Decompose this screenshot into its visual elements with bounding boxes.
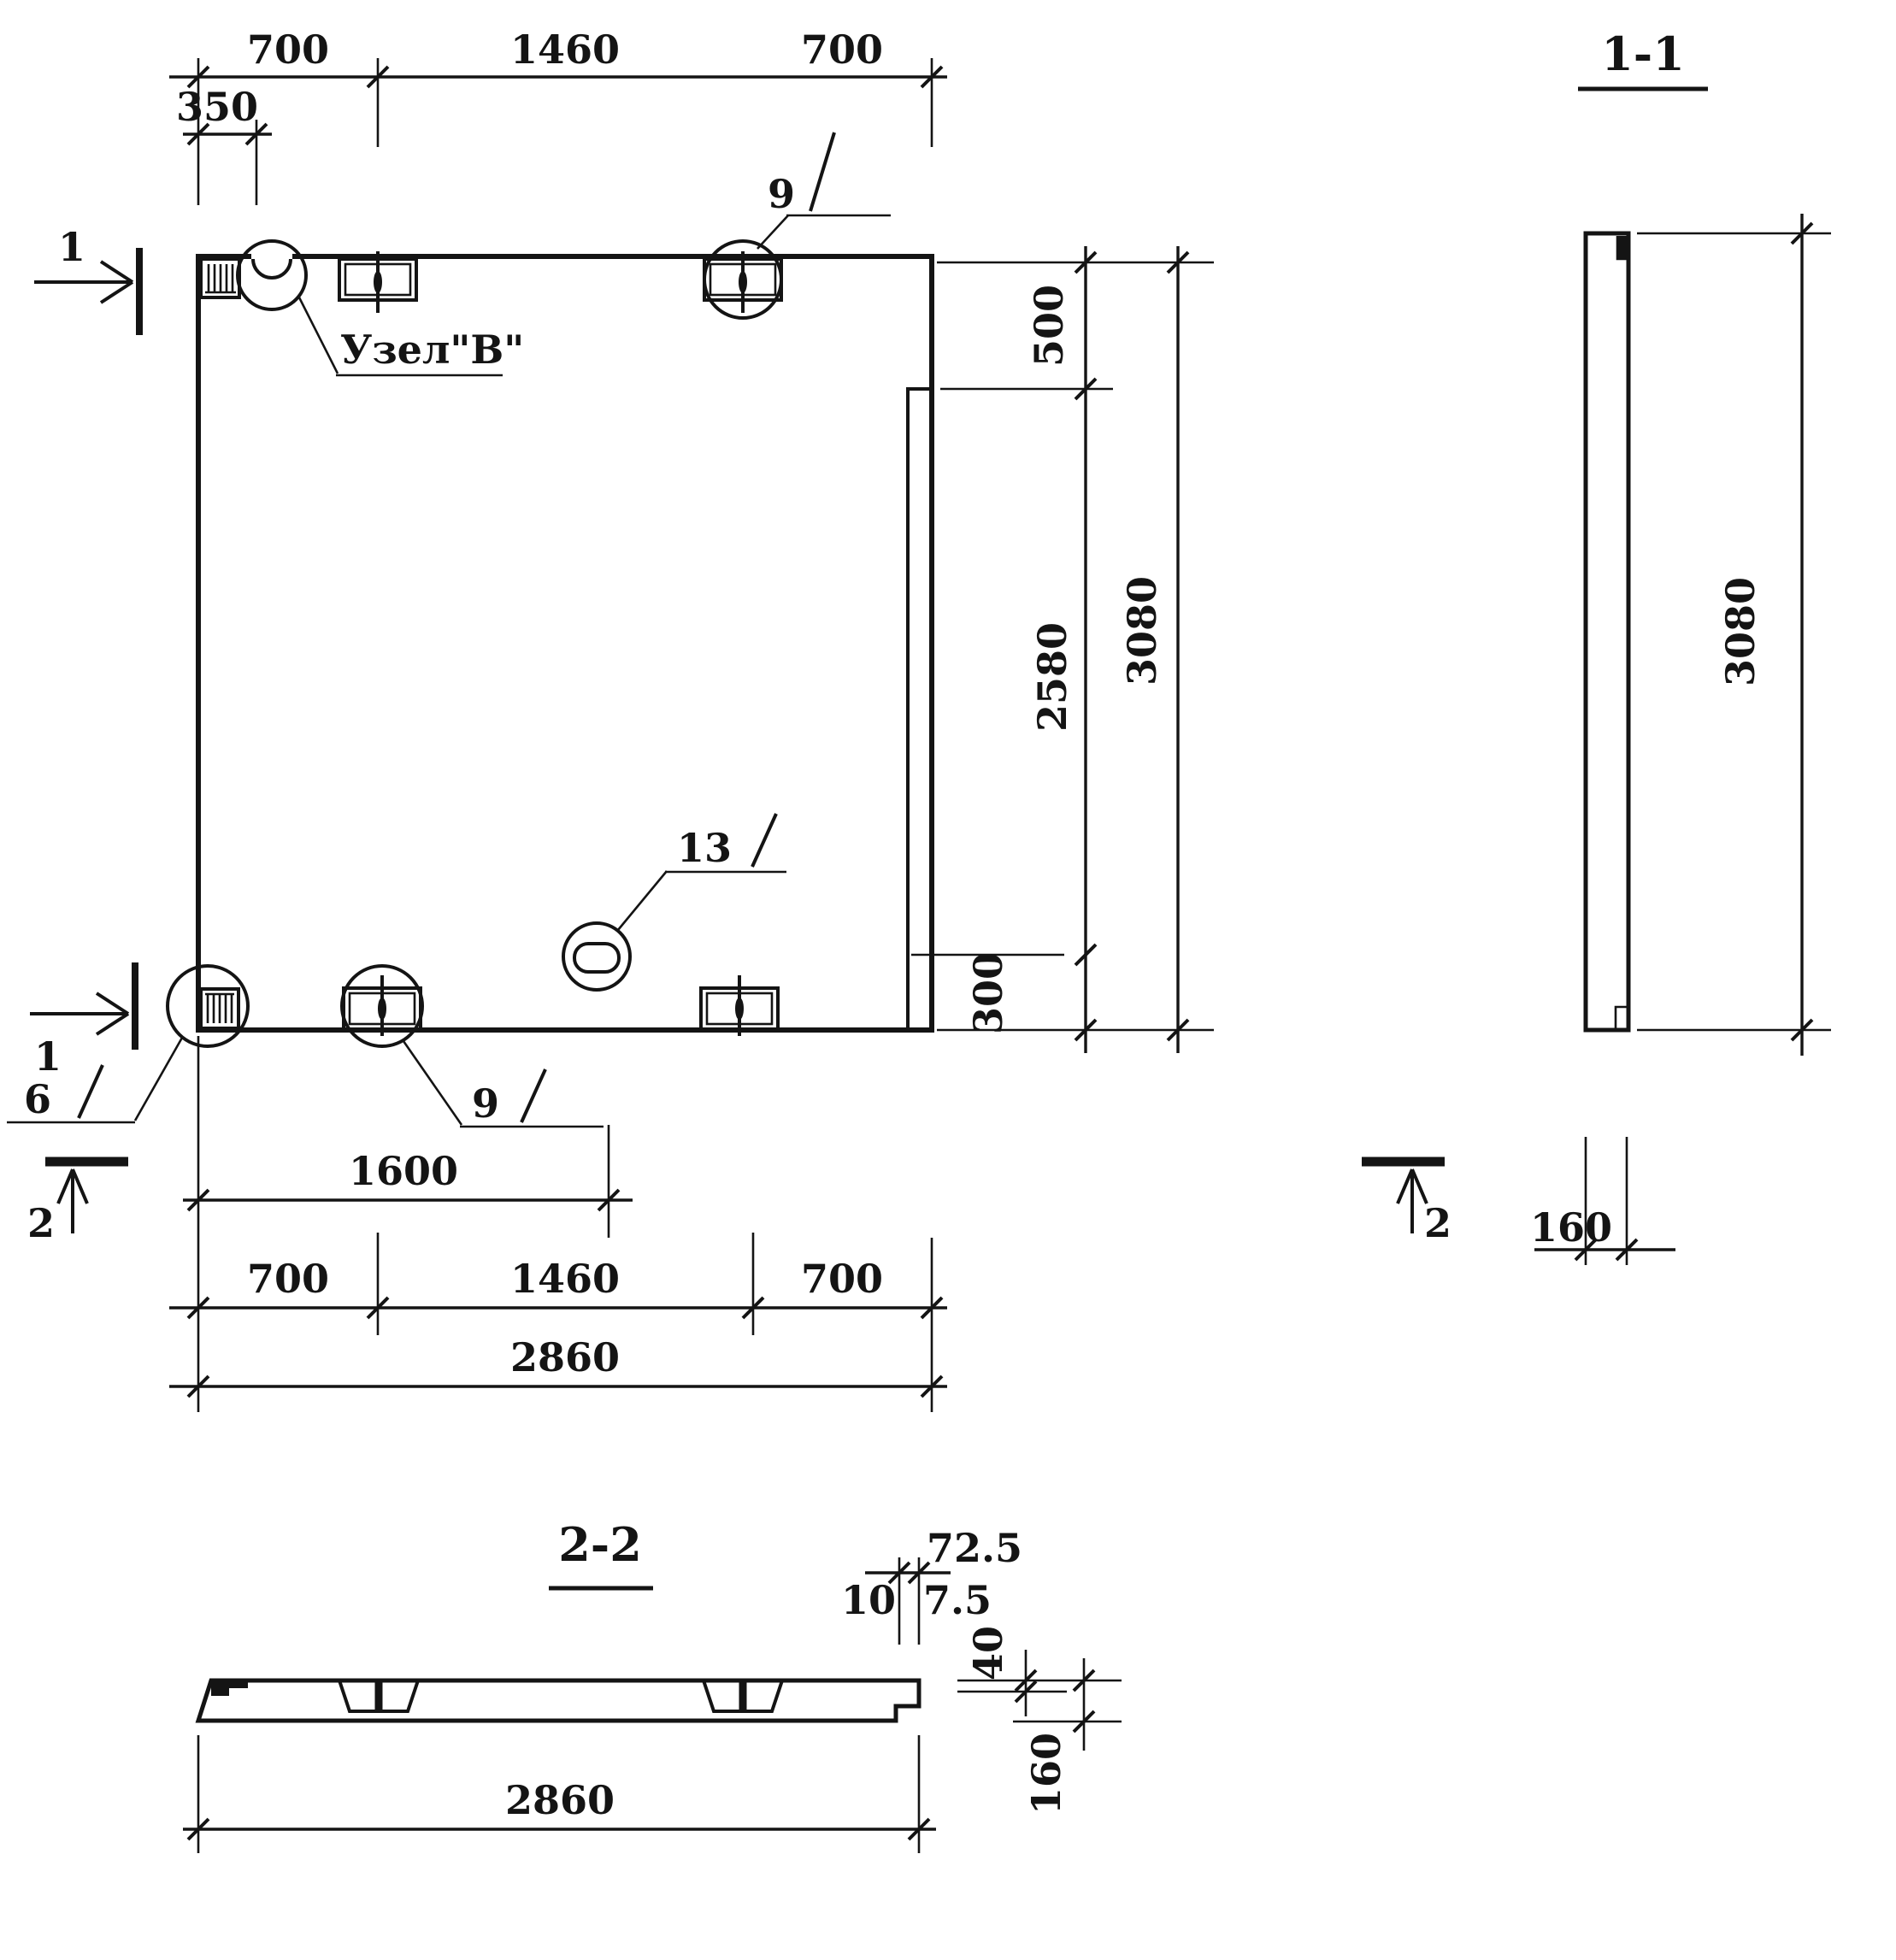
plan-corner-anchor-bottom-left bbox=[201, 989, 238, 1028]
section-cut-1-top bbox=[34, 224, 139, 335]
dim-bottom-700-right: 700 bbox=[800, 1256, 884, 1302]
dim-top-1460: 1460 bbox=[509, 26, 621, 73]
plan-corner-anchor-top-left bbox=[201, 259, 239, 297]
callout-6 bbox=[7, 1038, 182, 1122]
dim-top-350: 350 bbox=[175, 84, 259, 130]
plan-right-dimension-chains bbox=[911, 246, 1214, 1053]
callout-9-top-label: 9 bbox=[768, 171, 796, 217]
dim-bottom-1600: 1600 bbox=[348, 1148, 459, 1194]
section-cut-2-left bbox=[27, 1162, 128, 1246]
cut-1-bottom-label: 1 bbox=[34, 1033, 62, 1080]
dim-bottom-700-left: 700 bbox=[246, 1256, 330, 1302]
plan-embed-plate-bottom-1 bbox=[344, 975, 421, 1036]
dim-2-2-7-5: 7.5 bbox=[922, 1577, 992, 1623]
section-2-2-title: 2-2 bbox=[558, 1517, 642, 1572]
section-cut-2-right bbox=[1362, 1162, 1451, 1246]
callout-13 bbox=[618, 814, 786, 930]
cut-2-left-label: 2 bbox=[27, 1200, 56, 1246]
callout-9-top bbox=[757, 132, 891, 249]
plan-embed-plate-top-1 bbox=[339, 251, 416, 313]
dim-1-1-3080: 3080 bbox=[1717, 576, 1764, 687]
dim-bottom-2860: 2860 bbox=[509, 1334, 621, 1380]
section-1-1 bbox=[1530, 26, 1831, 1265]
plan-bottom-dimension-chains bbox=[169, 1036, 947, 1412]
dim-top-700-right: 700 bbox=[800, 26, 884, 73]
callout-9-bottom bbox=[403, 1041, 604, 1127]
dim-right-2580: 2580 bbox=[1029, 621, 1075, 733]
callout-9-bottom-label: 9 bbox=[472, 1080, 500, 1127]
cut-2-right-label: 2 bbox=[1424, 1200, 1452, 1246]
dim-2-2-40: 40 bbox=[965, 1625, 1011, 1681]
section-1-1-title: 1-1 bbox=[1601, 26, 1685, 81]
dim-right-500: 500 bbox=[1026, 284, 1072, 368]
plan-panel-outline bbox=[198, 250, 932, 1030]
plan-slot-hole bbox=[574, 944, 619, 972]
dim-2-2-72-5: 72.5 bbox=[926, 1525, 1023, 1571]
callout-6-label: 6 bbox=[24, 1076, 52, 1122]
dim-2-2-2860: 2860 bbox=[504, 1777, 615, 1823]
dim-2-2-160: 160 bbox=[1023, 1732, 1069, 1816]
dim-1-1-160: 160 bbox=[1529, 1204, 1613, 1251]
section-cut-1-bottom bbox=[30, 962, 135, 1080]
cut-1-top-label: 1 bbox=[58, 224, 86, 270]
dim-right-3080: 3080 bbox=[1119, 575, 1165, 686]
plan-top-dimension-chain bbox=[169, 26, 947, 205]
dim-bottom-1460: 1460 bbox=[509, 1256, 621, 1302]
dim-top-700-left: 700 bbox=[246, 26, 330, 73]
dim-2-2-10: 10 bbox=[840, 1577, 897, 1623]
callout-13-label: 13 bbox=[677, 825, 733, 871]
node-b-label: Узел"В" bbox=[340, 327, 525, 373]
section-2-2 bbox=[183, 1517, 1122, 1853]
dim-right-300: 300 bbox=[965, 951, 1011, 1035]
node-b-callout bbox=[298, 296, 524, 375]
plan-embed-plate-top-2 bbox=[704, 251, 781, 313]
plan-embed-plate-bottom-2 bbox=[701, 975, 778, 1036]
